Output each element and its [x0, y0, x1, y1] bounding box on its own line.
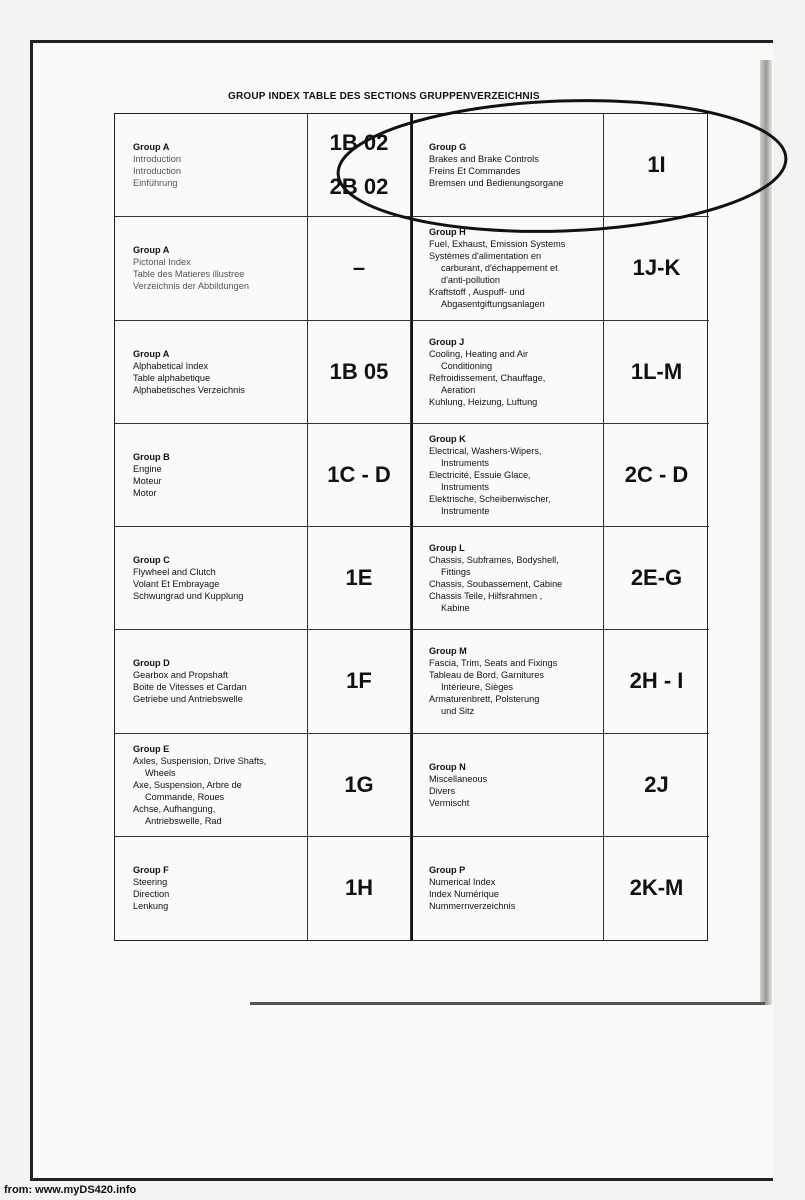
group-cell-right — [411, 630, 604, 733]
group-description-line: Kraftstoff , Auspuff- und — [429, 287, 525, 298]
group-description-line: Boite de Vitesses et Cardan — [133, 682, 247, 693]
section-code: 2K-M — [629, 875, 684, 901]
group-description-line: Numerical Index — [429, 877, 496, 888]
section-code-cell — [604, 734, 709, 837]
group-description-line: Wheels — [145, 767, 176, 778]
group-description-line: Introduction — [133, 154, 182, 165]
group-description-line: Miscellaneous — [429, 773, 488, 784]
group-name: Group C — [133, 555, 170, 566]
group-description-line: Nummernverzeichnis — [429, 901, 516, 912]
group-description-line: Alphabetisches Verzeichnis — [133, 384, 245, 395]
group-description-line: Axles, Suspension, Drive Shafts, — [133, 755, 267, 766]
group-cell-right — [411, 837, 604, 940]
section-code: 1B 05 — [329, 358, 389, 384]
group-description-line: und Sitz — [441, 706, 475, 717]
section-code: 1G — [344, 771, 374, 797]
group-cell-left — [115, 424, 308, 527]
section-code: 1L-M — [630, 358, 683, 384]
group-name: Group A — [133, 348, 170, 359]
group-name: Group A — [133, 142, 170, 153]
section-code-cell — [308, 734, 411, 837]
group-description-line: Instruments — [441, 457, 489, 468]
group-description-line: Direction — [133, 889, 170, 900]
group-description-line: Tableau de Bord, Garnitures — [429, 670, 544, 681]
group-description-line: Axe, Suspension, Arbre de — [133, 779, 242, 790]
group-description-line: Commande, Roues — [145, 791, 225, 802]
section-code-cell — [604, 114, 709, 217]
group-description-line: Index Numérique — [429, 889, 499, 900]
group-description-line: Antriebswelle, Rad — [145, 815, 222, 826]
group-description-line: Armaturenbrett, Polsterung — [429, 694, 540, 705]
group-name: Group F — [133, 865, 169, 876]
group-description-line: Einführung — [133, 178, 178, 189]
group-cell-left — [115, 837, 308, 940]
group-cell-left — [115, 630, 308, 733]
group-description-line: Achse, Aufhangung, — [133, 803, 216, 814]
source-footer: from: www.myDS420.info — [4, 1184, 137, 1196]
section-code: – — [352, 255, 366, 281]
group-description-line: Chassis Teile, Hilfsrahmen , — [429, 591, 543, 602]
group-cell-left — [115, 217, 308, 320]
section-code: 1B 02 — [329, 130, 389, 156]
group-description-line: Schwungrad und Kupplung — [133, 591, 244, 602]
group-description-line: Conditioning — [441, 360, 493, 371]
group-description-line: Chassis, Subframes, Bodyshell, — [429, 555, 559, 566]
page-edge-shadow — [760, 60, 772, 1005]
group-description-line: Verzeichnis der Abbildungen — [133, 281, 249, 292]
group-cell-left — [115, 321, 308, 424]
section-code-cell — [604, 217, 709, 320]
group-cell-right — [411, 527, 604, 630]
section-code: 1J-K — [632, 255, 681, 281]
group-description-line: Chassis, Soubassement, Cabine — [429, 579, 563, 590]
group-description-line: Aeration — [441, 384, 476, 395]
section-code-cell — [308, 321, 411, 424]
group-description-line: Electrical, Washers-Wipers, — [429, 445, 542, 456]
section-code-cell — [604, 630, 709, 733]
group-cell-right — [411, 217, 604, 320]
group-description-line: Volant Et Embrayage — [133, 579, 220, 590]
group-description-line: Moteur — [133, 475, 162, 486]
group-cell-left — [115, 734, 308, 837]
section-code-cell — [308, 114, 411, 217]
section-code: 1C - D — [327, 461, 391, 487]
group-name: Group N — [429, 761, 466, 772]
group-name: Group G — [429, 142, 467, 153]
group-description-line: Alphabetical Index — [133, 360, 209, 371]
group-description-line: Table des Matieres illustree — [133, 269, 245, 280]
group-cell-right — [411, 734, 604, 837]
section-code: 2J — [644, 771, 669, 797]
group-description-line: Bremsen und Bedienungsorgane — [429, 178, 564, 189]
group-cell-left — [115, 114, 308, 217]
group-description-line: Kabine — [441, 603, 470, 614]
group-description-line: Refroidissement, Chauffage, — [429, 372, 546, 383]
group-name: Group A — [133, 245, 170, 256]
group-description-line: Vermischt — [429, 797, 470, 808]
group-description-line: Flywheel and Clutch — [133, 567, 216, 578]
section-code-cell — [308, 837, 411, 940]
group-cell-right — [411, 321, 604, 424]
group-index-table — [114, 113, 708, 941]
group-description-line: carburant, d'échappement et — [441, 263, 558, 274]
section-code: 1I — [647, 152, 666, 178]
section-code: 1H — [344, 875, 374, 901]
group-description-line: d'anti-pollution — [441, 275, 500, 286]
group-cell-right — [411, 114, 604, 217]
group-description-line: Fascia, Trim, Seats and Fixings — [429, 658, 558, 669]
section-code-cell — [308, 630, 411, 733]
group-description-line: Intérieure, Sièges — [441, 682, 514, 693]
bottom-rule — [250, 1002, 765, 1005]
group-description-line: Instruments — [441, 481, 489, 492]
section-code: 2H - I — [629, 668, 684, 694]
group-name: Group M — [429, 646, 467, 657]
group-description-line: Kuhlung, Heizung, Luftung — [429, 396, 538, 407]
section-code-cell — [604, 424, 709, 527]
group-description-line: Table alphabetique — [133, 372, 211, 383]
group-description-line: Cooling, Heating and Air — [429, 348, 529, 359]
section-code: 2E-G — [630, 565, 683, 591]
group-description-line: Instrumente — [441, 505, 490, 516]
group-description-line: Divers — [429, 785, 456, 796]
group-name: Group K — [429, 433, 466, 444]
group-description-line: Elektrische, Scheibenwischer, — [429, 493, 551, 504]
section-code: 2B 02 — [329, 174, 389, 200]
section-code: 1E — [345, 565, 373, 591]
group-description-line: Systèmes d'alimentation en — [429, 251, 542, 262]
group-description-line: Getriebe und Antriebswelle — [133, 694, 243, 705]
group-description-line: Pictorial Index — [133, 257, 191, 268]
section-code-cell — [308, 527, 411, 630]
group-name: Group J — [429, 336, 465, 347]
group-description-line: Electricité, Essuie Glace, — [429, 469, 531, 480]
group-description-line: Abgasentgiftungsanlagen — [441, 299, 545, 310]
group-description-line: Lenkung — [133, 901, 169, 912]
group-description-line: Steering — [133, 877, 168, 888]
group-cell-left — [115, 527, 308, 630]
group-name: Group B — [133, 451, 170, 462]
group-name: Group P — [429, 865, 466, 876]
group-description-line: Introduction — [133, 166, 182, 177]
section-code-cell — [308, 217, 411, 320]
group-description-line: Brakes and Brake Controls — [429, 154, 539, 165]
section-code-cell — [604, 321, 709, 424]
section-code-cell — [604, 527, 709, 630]
group-description-line: Motor — [133, 487, 157, 498]
page-title: GROUP INDEX TABLE DES SECTIONS GRUPPENVERZEICHNIS — [228, 91, 540, 102]
section-code-cell — [308, 424, 411, 527]
section-code: 2C - D — [624, 461, 689, 487]
group-description-line: Fuel, Exhaust, Emission Systems — [429, 239, 566, 250]
group-name: Group E — [133, 743, 170, 754]
group-description-line: Engine — [133, 463, 162, 474]
group-description-line: Gearbox and Propshaft — [133, 670, 228, 681]
group-name: Group H — [429, 227, 466, 238]
section-code: 1F — [346, 668, 372, 694]
group-description-line: Fittings — [441, 567, 471, 578]
group-cell-right — [411, 424, 604, 527]
group-name: Group D — [133, 658, 170, 669]
group-name: Group L — [429, 543, 465, 554]
group-description-line: Freins Et Commandes — [429, 166, 521, 177]
section-code-cell — [604, 837, 709, 940]
